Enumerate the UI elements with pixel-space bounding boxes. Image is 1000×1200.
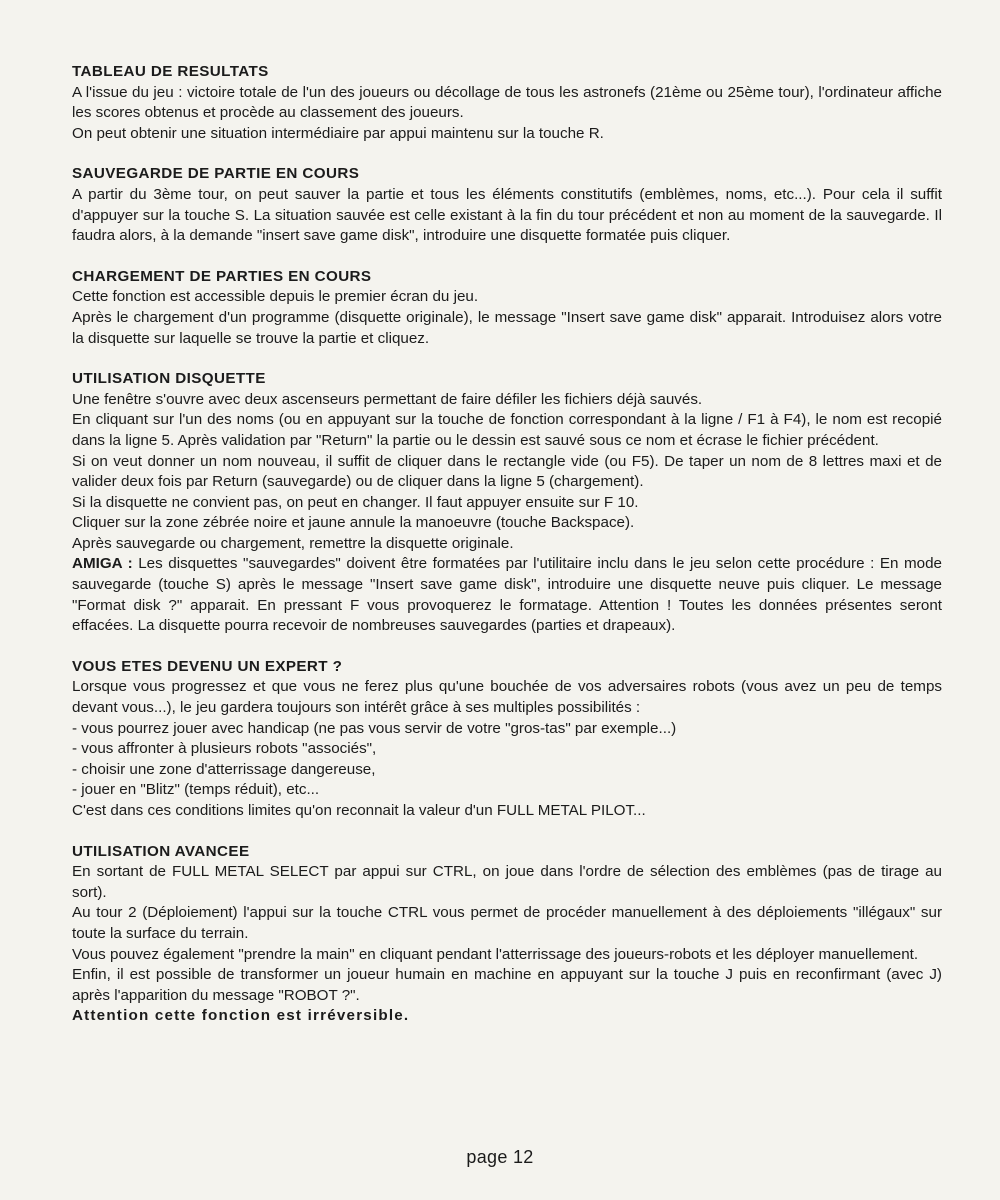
page-number: page 12: [466, 1147, 534, 1167]
amiga-paragraph: [72, 554, 942, 636]
list-item: - vous pourrez jouer avec handicap (ne pas vous servir de votre "gros-tas" par exemple...): [72, 719, 677, 737]
paragraph: Cette fonction est accessible depuis le premier écran du jeu.: [72, 288, 479, 306]
section-expert: [72, 657, 942, 822]
section-sauvegarde: [72, 164, 942, 246]
section-heading: UTILISATION AVANCEE: [72, 842, 250, 860]
paragraph: A partir du 3ème tour, on peut sauver la partie et tous les éléments constitutifs (emblèmes, noms, etc...). Pour cela il suffit d'appuyer sur la touche S. La situation sauvée est celle existant à la fin du tour précédent et non au moment de la sauvegarde. Il faudra alors, à la demande "insert save game disk", introduire une disquette formatée puis cliquer.: [72, 185, 942, 245]
section-tableau-resultats: [72, 62, 942, 144]
paragraph: Si la disquette ne convient pas, on peut en changer. Il faut appuyer ensuite sur F 10.: [72, 493, 639, 511]
paragraph: Si on veut donner un nom nouveau, il suffit de cliquer dans le rectangle vide (ou F5). De taper un nom de 8 lettres maxi et de valider deux fois par Return (sauvegarde) ou de cliquer dans la ligne 5 (chargement).: [72, 452, 942, 491]
paragraph: Après sauvegarde ou chargement, remettre la disquette originale.: [72, 534, 514, 552]
section-heading: TABLEAU DE RESULTATS: [72, 63, 269, 80]
section-heading: VOUS ETES DEVENU UN EXPERT ?: [72, 657, 343, 675]
section-utilisation-avancee: [72, 842, 942, 1027]
paragraph: En cliquant sur l'un des noms (ou en appuyant sur la touche de fonction correspondant à la ligne / F1 à F4), le nom est recopié dans la ligne 5. Après validation par "Return" la partie ou le dessin est sauvé sous ce nom et écrase le fichier précédent.: [72, 411, 942, 449]
paragraph: Au tour 2 (Déploiement) l'appui sur la touche CTRL vous permet de procéder manuellement à des déploiements "illégaux" sur toute la surface du terrain.: [72, 904, 942, 942]
paragraph: On peut obtenir une situation intermédiaire par appui maintenu sur la touche R.: [72, 124, 604, 142]
paragraph: Lorsque vous progressez et que vous ne ferez plus qu'une bouchée de vos adversaires robots (vous avez un peu de temps devant vous...), le jeu gardera toujours son intérêt grâce à ses multiples possibilités :: [72, 678, 942, 717]
amiga-label: AMIGA :: [72, 555, 133, 573]
paragraph: Une fenêtre s'ouvre avec deux ascenseurs permettant de faire défiler les fichiers déjà sauvés.: [72, 390, 703, 408]
section-heading: CHARGEMENT DE PARTIES EN COURS: [72, 267, 372, 285]
section-heading: SAUVEGARDE DE PARTIE EN COURS: [72, 165, 360, 183]
paragraph: Enfin, il est possible de transformer un joueur humain en machine en appuyant sur la touche J puis en reconfirmant (avec J) après l'apparition du message "ROBOT ?".: [72, 966, 942, 1004]
amiga-text: Les disquettes "sauvegardes" doivent être formatées par l'utilitaire inclu dans le jeu selon cette procédure : En mode sauvegarde (touche S) après le message "Insert save game disk", introduire une disquette neuve puis cliquer. Le message "Format disk ?" apparait. En pressant F vous provoquerez le formatage. Attention ! Toutes les données présentes seront effacées. La disquette pourra recevoir de nombreuses sauvegardes (parties et drapeaux).: [72, 555, 942, 635]
section-heading: UTILISATION DISQUETTE: [72, 370, 266, 388]
page-content: [72, 62, 942, 1047]
paragraph: Vous pouvez également "prendre la main" en cliquant pendant l'atterrissage des joueurs-robots et les déployer manuellement.: [72, 945, 919, 963]
paragraph: Après le chargement d'un programme (disquette originale), le message "Insert save game disk" apparait. Introduisez alors votre la disquette sur laquelle se trouve la partie et cliquez.: [72, 308, 942, 347]
paragraph: C'est dans ces conditions limites qu'on reconnait la valeur d'un FULL METAL PILOT...: [72, 802, 646, 819]
paragraph: Cliquer sur la zone zébrée noire et jaune annule la manoeuvre (touche Backspace).: [72, 514, 635, 532]
section-utilisation-disquette: [72, 369, 942, 637]
section-chargement: [72, 267, 942, 349]
list-item: - choisir une zone d'atterrissage dangereuse,: [72, 760, 376, 778]
paragraph: A l'issue du jeu : victoire totale de l'un des joueurs ou décollage de tous les astronefs (21ème ou 25ème tour), l'ordinateur affiche les scores obtenus et procède au classement des joueurs.: [72, 83, 942, 122]
warning-note: Attention cette fonction est irréversible.: [72, 1007, 410, 1025]
list-item: - jouer en "Blitz" (temps réduit), etc...: [72, 781, 320, 799]
paragraph: En sortant de FULL METAL SELECT par appui sur CTRL, on joue dans l'ordre de sélection des emblèmes (pas de tirage au sort).: [72, 863, 942, 901]
list-item: - vous affronter à plusieurs robots "associés",: [72, 740, 377, 758]
